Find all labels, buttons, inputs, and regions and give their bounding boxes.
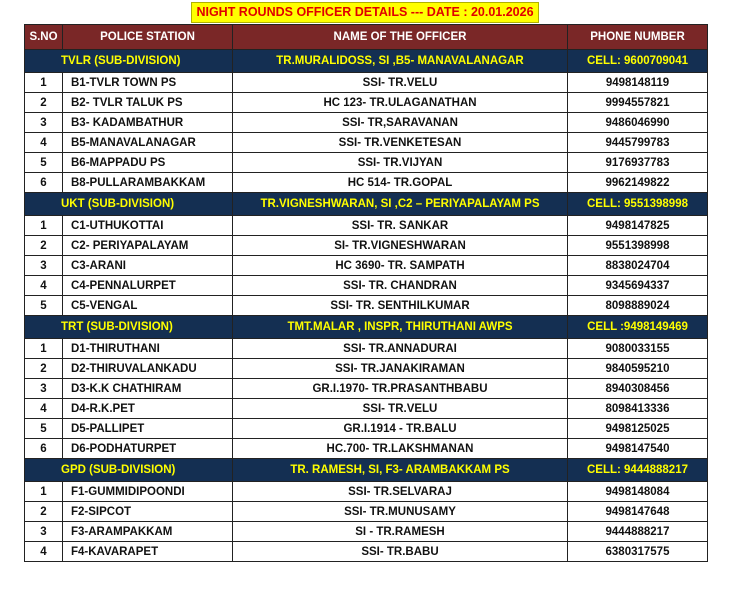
officer-name: SSI- TR.VIJYAN [233,153,568,173]
table-row [25,439,708,459]
table-row [25,216,708,236]
table-row [25,419,708,439]
phone-number: 9498148084 [568,482,708,502]
subdivision-name: TVLR (SUB-DIVISION) [25,50,233,73]
police-station: D3-K.K CHATHIRAM [63,379,233,399]
serial-number: 5 [25,419,63,439]
phone-number: 9498147648 [568,502,708,522]
table-row [25,379,708,399]
table-row [25,236,708,256]
table-row [25,296,708,316]
police-station: B1-TVLR TOWN PS [63,73,233,93]
officer-name: SSI- TR.MUNUSAMY [233,502,568,522]
table-row [25,73,708,93]
phone-number: 8098889024 [568,296,708,316]
subdivision-officer: TMT.MALAR , INSPR, THIRUTHANI AWPS [233,316,568,339]
col-header-station: POLICE STATION [63,25,233,50]
police-station: F4-KAVARAPET [63,542,233,562]
table-row [25,93,708,113]
officer-name: SSI- TR. CHANDRAN [233,276,568,296]
subdivision-name: TRT (SUB-DIVISION) [25,316,233,339]
serial-number: 4 [25,133,63,153]
serial-number: 4 [25,542,63,562]
phone-number: 8098413336 [568,399,708,419]
serial-number: 4 [25,276,63,296]
table-row [25,113,708,133]
phone-number: 9962149822 [568,173,708,193]
table-row [25,502,708,522]
table-row [25,276,708,296]
document-title: NIGHT ROUNDS OFFICER DETAILS --- DATE : 20.01.2026 [191,2,538,23]
officer-name: SSI- TR.JANAKIRAMAN [233,359,568,379]
phone-number: 9345694337 [568,276,708,296]
police-station: D4-R.K.PET [63,399,233,419]
phone-number: 9551398998 [568,236,708,256]
serial-number: 6 [25,439,63,459]
phone-number: 9994557821 [568,93,708,113]
officer-name: HC 3690- TR. SAMPATH [233,256,568,276]
police-station: B8-PULLARAMBAKKAM [63,173,233,193]
table-row [25,522,708,542]
phone-number: 9498147540 [568,439,708,459]
police-station: C1-UTHUKOTTAI [63,216,233,236]
officer-name: SSI- TR.SELVARAJ [233,482,568,502]
serial-number: 5 [25,296,63,316]
police-station: C2- PERIYAPALAYAM [63,236,233,256]
subdivision-row [25,459,708,482]
col-header-officer: NAME OF THE OFFICER [233,25,568,50]
table-row [25,153,708,173]
serial-number: 6 [25,173,63,193]
officer-name: SSI- TR.BABU [233,542,568,562]
police-station: C3-ARANI [63,256,233,276]
police-station: C4-PENNALURPET [63,276,233,296]
officer-name: SI- TR.VIGNESHWARAN [233,236,568,256]
officer-name: SSI- TR. SANKAR [233,216,568,236]
subdivision-officer: TR. RAMESH, SI, F3- ARAMBAKKAM PS [233,459,568,482]
col-header-phone: PHONE NUMBER [568,25,708,50]
table-row [25,256,708,276]
phone-number: 9445799783 [568,133,708,153]
phone-number: 9498125025 [568,419,708,439]
serial-number: 2 [25,359,63,379]
phone-number: 9498148119 [568,73,708,93]
subdivision-name: GPD (SUB-DIVISION) [25,459,233,482]
police-station: B5-MANAVALANAGAR [63,133,233,153]
serial-number: 3 [25,522,63,542]
serial-number: 3 [25,256,63,276]
phone-number: 9176937783 [568,153,708,173]
police-station: D1-THIRUTHANI [63,339,233,359]
serial-number: 3 [25,379,63,399]
phone-number: 8838024704 [568,256,708,276]
column-header-row [25,25,708,50]
officer-name: SSI- TR.ANNADURAI [233,339,568,359]
serial-number: 5 [25,153,63,173]
subdivision-cell: CELL: 9444888217 [568,459,708,482]
phone-number: 9486046990 [568,113,708,133]
table-row [25,339,708,359]
table-row [25,359,708,379]
subdivision-cell: CELL :9498149469 [568,316,708,339]
serial-number: 2 [25,236,63,256]
serial-number: 2 [25,93,63,113]
phone-number: 6380317575 [568,542,708,562]
officer-name: HC 514- TR.GOPAL [233,173,568,193]
officer-name: SSI- TR.VELU [233,399,568,419]
serial-number: 1 [25,216,63,236]
subdivision-row [25,50,708,73]
officer-name: GR.I.1970- TR.PRASANTHBABU [233,379,568,399]
police-station: F1-GUMMIDIPOONDI [63,482,233,502]
night-rounds-table [24,24,708,562]
subdivision-officer: TR.VIGNESHWARAN, SI ,C2 – PERIYAPALAYAM PS [233,193,568,216]
subdivision-cell: CELL: 9600709041 [568,50,708,73]
subdivision-officer: TR.MURALIDOSS, SI ,B5- MANAVALANAGAR [233,50,568,73]
phone-number: 8940308456 [568,379,708,399]
subdivision-row [25,193,708,216]
subdivision-name: UKT (SUB-DIVISION) [25,193,233,216]
police-station: B2- TVLR TALUK PS [63,93,233,113]
officer-name: SSI- TR,SARAVANAN [233,113,568,133]
subdivision-row [25,316,708,339]
phone-number: 9840595210 [568,359,708,379]
serial-number: 3 [25,113,63,133]
table-row [25,173,708,193]
police-station: D6-PODHATURPET [63,439,233,459]
officer-name: GR.I.1914 - TR.BALU [233,419,568,439]
police-station: D5-PALLIPET [63,419,233,439]
police-station: B3- KADAMBATHUR [63,113,233,133]
table-row [25,133,708,153]
officer-name: SSI- TR. SENTHILKUMAR [233,296,568,316]
police-station: D2-THIRUVALANKADU [63,359,233,379]
col-header-sno: S.NO [25,25,63,50]
subdivision-cell: CELL: 9551398998 [568,193,708,216]
serial-number: 2 [25,502,63,522]
officer-name: HC 123- TR.ULAGANATHAN [233,93,568,113]
serial-number: 1 [25,482,63,502]
table-row [25,399,708,419]
serial-number: 4 [25,399,63,419]
officer-name: SSI- TR.VELU [233,73,568,93]
police-station: B6-MAPPADU PS [63,153,233,173]
officer-name: SSI- TR.VENKETESAN [233,133,568,153]
police-station: C5-VENGAL [63,296,233,316]
officer-name: HC.700- TR.LAKSHMANAN [233,439,568,459]
table-row [25,482,708,502]
serial-number: 1 [25,73,63,93]
police-station: F3-ARAMPAKKAM [63,522,233,542]
phone-number: 9080033155 [568,339,708,359]
phone-number: 9444888217 [568,522,708,542]
officer-name: SI - TR.RAMESH [233,522,568,542]
police-station: F2-SIPCOT [63,502,233,522]
phone-number: 9498147825 [568,216,708,236]
table-row [25,542,708,562]
serial-number: 1 [25,339,63,359]
